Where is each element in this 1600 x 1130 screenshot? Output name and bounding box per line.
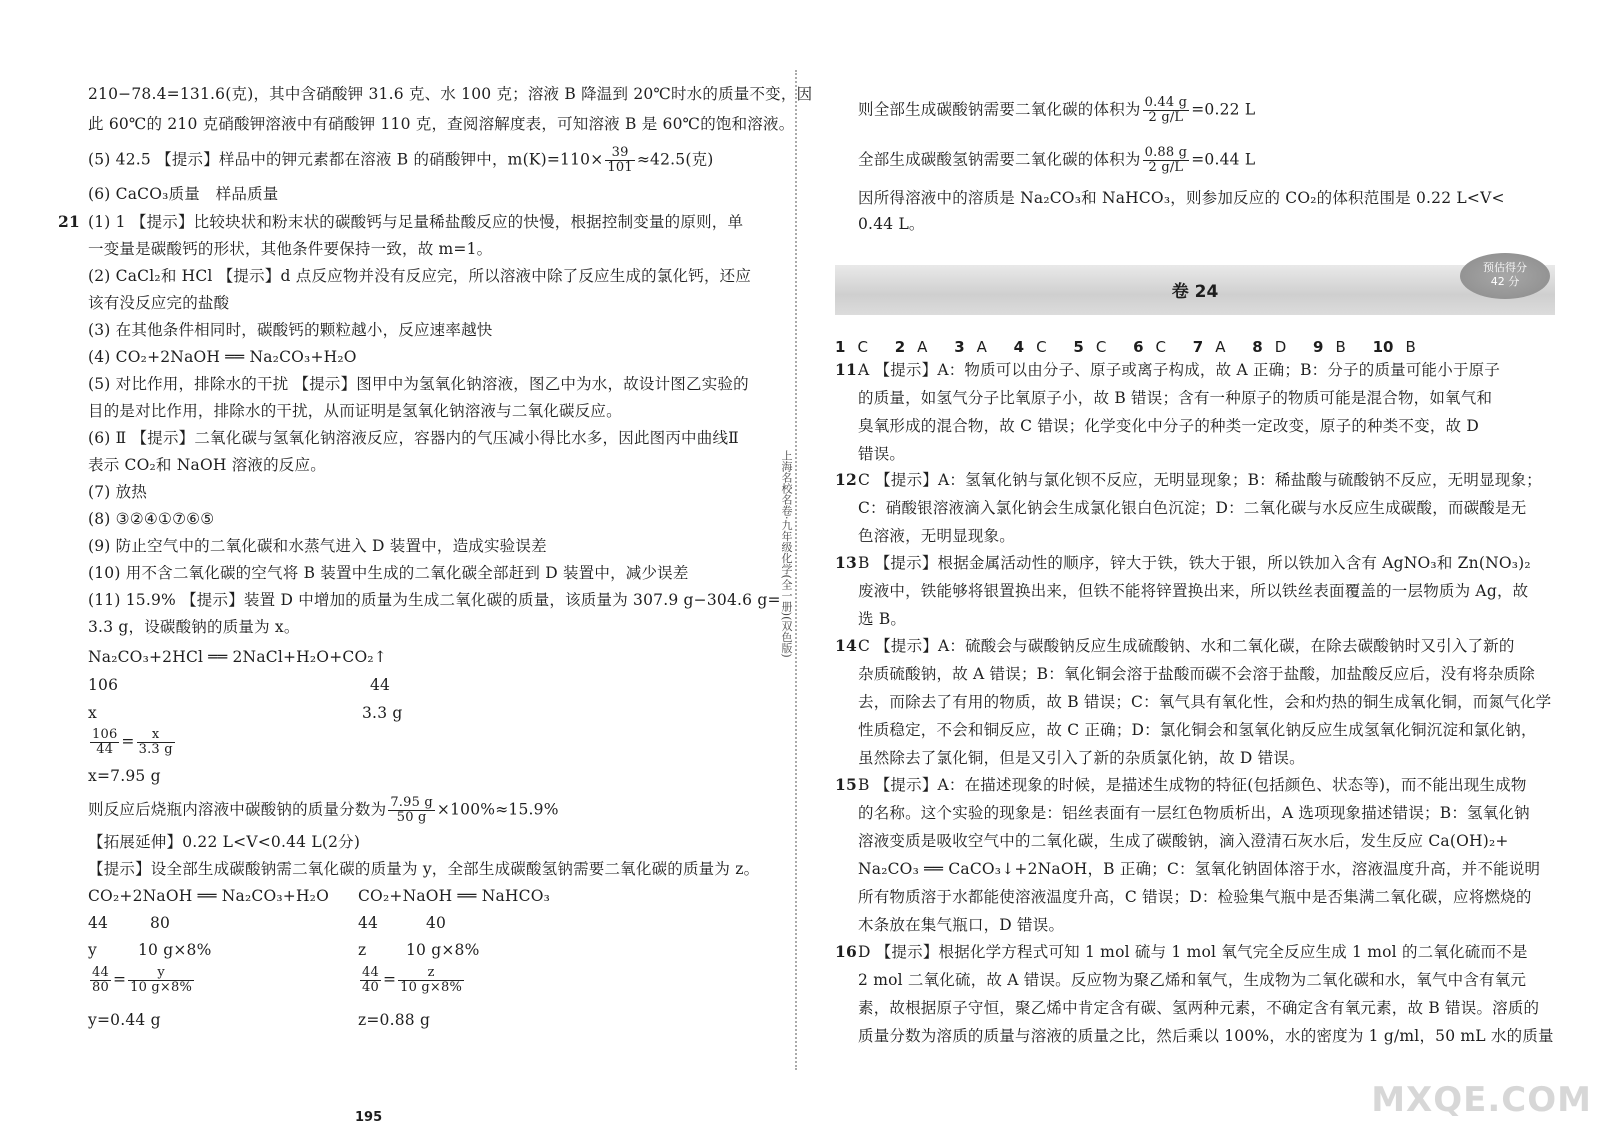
text-span: 全部生成碳酸氢钠需要二氧化碳的体积为 [858, 150, 1141, 169]
coef: y [88, 941, 97, 959]
text-line: 表示 CO₂和 NaOH 溶液的反应。 [88, 456, 326, 474]
text-line: 色溶液，无明显现象。 [858, 527, 1016, 545]
equals: = [112, 970, 127, 989]
text-line: 【拓展延伸】0.22 L<V<0.44 L(2分) [88, 833, 361, 851]
text-span: =0.22 L [1191, 100, 1256, 119]
badge-label: 预估得分 [1483, 261, 1527, 274]
answer-number: 7 [1192, 338, 1204, 356]
answer-choice: A [1215, 338, 1226, 356]
text-span: ≈42.5(克) [636, 150, 714, 169]
watermark: MXQE.COM [1371, 1080, 1592, 1120]
equals: = [382, 970, 397, 989]
denominator: 44 [96, 742, 114, 757]
text-line: (5) 对比作用，排除水的干扰 【提示】图甲中为氢氧化钠溶液，图乙中为水，故设计图乙实验的 [88, 375, 749, 393]
answer-number: 3 [954, 338, 965, 356]
fraction [128, 966, 194, 995]
spine-text: 上海名校名卷·九年级化学(全一册)(双色版) [780, 450, 793, 658]
fraction [398, 966, 464, 995]
text-line: 素，故根据原子守恒，聚乙烯中肯定含有碳、氢两种元素，不确定含有氧元素，故 B 错误。溶质的 [858, 999, 1540, 1017]
text-line: 210−78.4=131.6(克)，其中含硝酸钾 31.6 克、水 100 克；溶液 B 降温到 20℃时水的质量不变，因 [88, 85, 813, 103]
text-line: (1) 1 【提示】比较块状和粉末状的碳酸钙与足量稀盐酸反应的快慢，根据控制变量的原则，单 [88, 213, 744, 231]
answer-number: 4 [1013, 338, 1025, 356]
text-line: A 【提示】A：物质可以由分子、原子或离子构成，故 A 正确；B：分子的质量可能小于原子 [858, 361, 1501, 379]
text-line: 杂质硫酸钠，故 A 错误；B：氧化铜会溶于盐酸而碳不会溶于盐酸，加盐酸反应后，没有将杂质除 [858, 665, 1535, 683]
coef: 3.3 g [362, 704, 403, 722]
fraction [137, 728, 175, 757]
page-number: 195 [355, 1110, 383, 1125]
fraction [360, 966, 381, 995]
answer-number: 5 [1073, 338, 1084, 356]
question-number: 14 [835, 636, 857, 655]
coef: x [88, 704, 97, 722]
coef: 10 g×8% [406, 941, 480, 959]
text-line: 臭氧形成的混合物，故 C 错误；化学变化中分子的种类一定改变，原子的种类不变，故 D [858, 417, 1479, 435]
answer-row [835, 338, 1438, 356]
answer-number: 10 [1372, 338, 1394, 356]
fraction [90, 728, 119, 757]
text-line [88, 146, 714, 175]
answer-number: 2 [894, 338, 906, 356]
denominator: 80 [92, 980, 109, 995]
text-line: 的名称。这个实验的现象是：铝丝表面有一层红色物质析出，A 选项现象描述错误；B：氢氧化钠 [858, 804, 1530, 822]
coef: 44 [358, 914, 379, 932]
text-line: 错误。 [858, 445, 906, 463]
text-line [88, 728, 177, 757]
text-line: 的质量，如氢气分子比氧原子小，故 B 错误；含有一种原子的物质可能是混合物，如氧气和 [858, 389, 1493, 407]
text-line: (2) CaCl₂和 HCl 【提示】d 点反应物并没有反应完，所以溶液中除了反应生成的氯化钙，还应 [88, 267, 752, 285]
text-line: 选 B。 [858, 610, 907, 628]
text-span: ×100%≈15.9% [436, 800, 559, 819]
text-line [358, 966, 466, 995]
text-line: B 【提示】A：在描述现象的时候，是描述生成物的特征(包括颜色、状态等)，而不能出现生成物 [858, 776, 1527, 794]
equation: Na₂CO₃+2HCl ══ 2NaCl+H₂O+CO₂↑ [88, 648, 387, 666]
text-line: 木条放在集气瓶口，D 错误。 [858, 916, 1065, 934]
text-line: 性质稳定，不会和铜反应，故 C 正确；D：氯化铜会和氢氧化钠反应生成氢氧化铜沉淀和氯化钠， [858, 721, 1537, 739]
text-line: 质量分数为溶质的质量与溶液的质量之比，然后乘以 100%，水的密度为 1 g/ml，50 mL 水的质量 [858, 1027, 1554, 1045]
text-line [858, 146, 1255, 175]
question-number: 16 [835, 942, 857, 961]
text-line: Na₂CO₃ ══ CaCO₃↓+2NaOH，B 正确；C：氢氧化钠固体溶于水，溶液温度升高，并不能说明 [858, 860, 1541, 878]
text-line: (4) CO₂+2NaOH ══ Na₂CO₃+H₂O [88, 348, 357, 366]
text-line: 所有物质溶于水都能使溶液温度升高，C 错误；D：检验集气瓶中是否集满二氧化碳，应将燃烧的 [858, 888, 1532, 906]
text-line: B 【提示】根据金属活动性的顺序，锌大于铁，铁大于银，所以铁加入含有 AgNO₃和 Zn(NO₃)₂ [858, 554, 1531, 572]
question-number: 11 [835, 360, 857, 379]
text-line: (3) 在其他条件相同时，碳酸钙的颗粒越小，反应速率越快 [88, 321, 493, 339]
text-line: y=0.44 g [88, 1011, 161, 1029]
text-line: 溶液变质是吸收空气中的二氧化碳，生成了碳酸钠，滴入澄清石灰水后，发生反应 Ca(OH)₂+ [858, 832, 1509, 850]
text-line: 一变量是碳酸钙的形状，其他条件要保持一致，故 m=1。 [88, 240, 493, 258]
numerator: 0.88 g [1144, 145, 1188, 160]
denominator: 10 g×8% [400, 980, 463, 995]
text-line: 该有没反应完的盐酸 [88, 294, 230, 312]
text-line: 虽然除去了氯化铜，但是又引入了新的杂质氯化钠，故 D 错误。 [858, 749, 1305, 767]
denominator: 50 g [396, 810, 427, 825]
text-line: 因所得溶液中的溶质是 Na₂CO₃和 NaHCO₃，则参加反应的 CO₂的体积范围是 0.22 L<V< [858, 189, 1505, 207]
text-line: 废液中，铁能够将银置换出来，但铁不能将锌置换出来，所以铁丝表面覆盖的一层物质为 Ag，故 [858, 582, 1529, 600]
numerator: 44 [362, 965, 379, 980]
fraction [90, 966, 111, 995]
coef: 10 g×8% [138, 941, 212, 959]
section-banner [835, 261, 1555, 315]
answer-choice: C [1155, 338, 1166, 356]
text-line: (9) 防止空气中的二氧化碳和水蒸气进入 D 装置中，造成实验误差 [88, 537, 547, 555]
text-line: C 【提示】A：氢氧化钠与氯化钡不反应，无明显现象；B：稀盐酸与硫酸钠不反应，无明显现象； [858, 471, 1542, 489]
text-line: C：硝酸银溶液滴入氯化钠会生成氯化银白色沉淀；D：二氧化碳与水反应生成碳酸，而碳酸是无 [858, 499, 1527, 517]
answer-number: 6 [1133, 338, 1144, 356]
answer-choice: C [857, 338, 868, 356]
text-line: (11) 15.9% 【提示】装置 D 中增加的质量为生成二氧化碳的质量，该质量为 307.9 g−304.6 g= [88, 591, 781, 609]
denominator: 101 [607, 160, 633, 175]
question-number: 21 [58, 212, 80, 231]
fraction [1143, 96, 1190, 125]
coef: 80 [150, 914, 171, 932]
answer-choice: B [1335, 338, 1346, 356]
text-line [858, 96, 1255, 125]
numerator: 44 [92, 965, 109, 980]
denominator: 10 g×8% [130, 980, 193, 995]
numerator: x [137, 728, 175, 743]
answer-number: 8 [1252, 338, 1263, 356]
question-number: 13 [835, 553, 857, 572]
text-span: =0.44 L [1191, 150, 1256, 169]
coef: 44 [370, 676, 391, 694]
answer-number: 9 [1313, 338, 1324, 356]
answer-choice: A [917, 338, 928, 356]
fraction [1143, 146, 1190, 175]
coef: 40 [426, 914, 447, 932]
question-number: 15 [835, 775, 857, 794]
coef: z [358, 941, 367, 959]
text-line [88, 966, 196, 995]
text-span: (5) 42.5 【提示】样品中的钾元素都在溶液 B 的硝酸钾中，m(K)=110× [88, 150, 604, 169]
answer-choice: A [976, 338, 987, 356]
text-line: (7) 放热 [88, 483, 148, 501]
equation: CO₂+NaOH ══ NaHCO₃ [358, 887, 551, 905]
text-line: 2 mol 二氧化硫，故 A 错误。反应物为聚乙烯和氧气，生成物为二氧化碳和水，氧气中含有氧元 [858, 971, 1527, 989]
text-line: 0.44 L。 [858, 215, 925, 233]
text-line: z=0.88 g [358, 1011, 431, 1029]
text-line: (6) Ⅱ 【提示】二氧化碳与氢氧化钠溶液反应，容器内的气压减小得比水多，因此图丙中曲线Ⅱ [88, 429, 739, 447]
numerator: 7.95 g [390, 795, 433, 810]
badge-value: 42 分 [1490, 275, 1520, 288]
text-line: (8) ③②④①⑦⑥⑤ [88, 510, 215, 528]
answer-number: 1 [835, 338, 846, 356]
text-line: (6) CaCO₃质量 样品质量 [88, 185, 279, 203]
text-line: 【提示】设全部生成碳酸钠需二氧化碳的质量为 y，全部生成碳酸氢钠需要二氧化碳的质量为 z。 [88, 860, 760, 878]
numerator: y [128, 966, 194, 981]
text-line: 目的是对比作用，排除水的干扰，从而证明是氢氧化钠溶液与二氧化碳反应。 [88, 402, 622, 420]
text-span: 则全部生成碳酸钠需要二氧化碳的体积为 [858, 100, 1141, 119]
numerator: z [398, 966, 464, 981]
fraction [388, 796, 435, 825]
numerator: 106 [92, 727, 118, 742]
section-title: 卷 24 [1171, 282, 1219, 302]
text-line: 3.3 g，设碳酸钠的质量为 x。 [88, 618, 300, 636]
equation: CO₂+2NaOH ══ Na₂CO₃+H₂O [88, 887, 329, 905]
numerator: 39 [605, 146, 634, 161]
text-line: D 【提示】根据化学方程式可知 1 mol 硫与 1 mol 氧气完全反应生成 1 mol 的二氧化硫而不是 [858, 943, 1528, 961]
text-line: x=7.95 g [88, 767, 161, 785]
answer-choice: C [1095, 338, 1107, 356]
coef: 44 [88, 914, 109, 932]
coef: 106 [88, 676, 119, 694]
answer-choice: B [1405, 338, 1416, 356]
text-line: 去，而除去了有用的物质，故 B 错误；C：氧气具有氧化性，会和灼热的铜生成氧化铜，而氮气化学 [858, 693, 1552, 711]
denominator: 2 g/L [1148, 110, 1184, 125]
denominator: 2 g/L [1148, 160, 1184, 175]
question-number: 12 [835, 470, 857, 489]
fraction [605, 146, 634, 175]
answer-choice: C [1036, 338, 1047, 356]
page-divider [795, 70, 797, 1070]
text-line: C 【提示】A：硫酸会与碳酸钠反应生成硫酸钠、水和二氧化碳，在除去碳酸钠时又引入了新的 [858, 637, 1515, 655]
text-line: (10) 用不含二氧化碳的空气将 B 装置中生成的二氧化碳全部赶到 D 装置中，减少误差 [88, 564, 689, 582]
text-span: 则反应后烧瓶内溶液中碳酸钠的质量分数为 [88, 800, 387, 819]
score-badge [1460, 253, 1550, 299]
denominator: 40 [362, 980, 379, 995]
text-line: 此 60℃的 210 克硝酸钾溶液中有硝酸钾 110 克，查阅溶解度表，可知溶液 B 是 60℃的饱和溶液。 [88, 115, 795, 133]
denominator: 3.3 g [138, 742, 173, 757]
text-line [88, 796, 559, 825]
equals: = [121, 732, 135, 751]
numerator: 0.44 g [1144, 95, 1188, 110]
answer-choice: D [1274, 338, 1287, 356]
